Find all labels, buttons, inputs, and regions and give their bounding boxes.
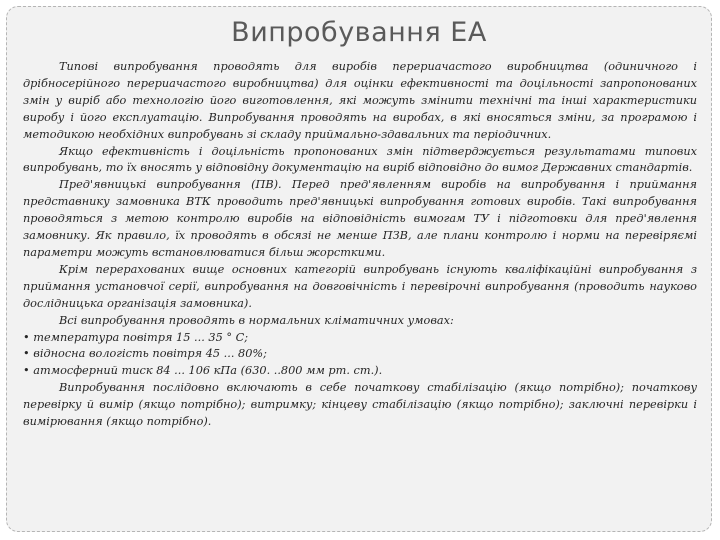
- slide-body: [23, 59, 697, 431]
- slide: [6, 6, 712, 532]
- bullet-pressure: • атмосферний тиск 84 ... 106 кПа (630. ..800 мм рт. ст.).: [23, 364, 383, 378]
- slide-title: Випробування ЕА: [231, 17, 487, 48]
- paragraph-typical-tests: Типові випробування проводять для виробів перериачастого виробництва (одиничного і дрібносерійного перериачастого виробництва) для оцінки ефективності та доцільності запропонованих змін у виріб або технологію його виготовлення, які можуть змінити технічні та інші характеристики виробу і його експлуатацію. Випробування проводять на виробах, в які вносяться зміни, за програмою і методикою необхідних випробувань зі складу приймально-здавальних та періодичних.: [23, 60, 697, 141]
- paragraph-other-categories: Крім перерахованих вище основних категорій випробувань існують кваліфікаційні випробування з приймання установчої серії, випробування на довговічність і перевірочні випробування (проводить науково дослідницька організація замовника).: [23, 262, 697, 310]
- bullet-temperature: • температура повітря 15 ... 35 ° C;: [23, 330, 249, 344]
- paragraph-test-sequence: Випробування послідовно включають в себе початкову стабілізацію (якщо потрібно); початкову перевірку й вимір (якщо потрібно); витримку; кінцеву стабілізацію (якщо потрібно); заключні перевірки і вимірювання (якщо потрібно).: [23, 381, 697, 429]
- bullet-humidity: • відносна вологість повітря 45 ... 80%;: [23, 347, 267, 361]
- paragraph-climatic-conditions: Всі випробування проводять в нормальних кліматичних умовах:: [59, 313, 454, 327]
- paragraph-effectiveness: Якщо ефективність і доцільність пропонованих змін підтверджується результатами типових випробувань, то їх вносять у відповідну документацію на виріб відповідно до вимог Державних стандартів.: [23, 144, 697, 175]
- paragraph-presentation-tests: Пред'явницькі випробування (ПВ). Перед пред'явленням виробів на випробування і приймання представнику замовника ВТК проводить пред'явницькі випробування готових виробів. Такі випробування проводяться з метою контролю виробів на відповідність вимогам ТУ і підготовки для пред'явлення замовнику. Як правило, їх проводять в обсязі не менше ПЗВ, але плани контролю і норми на перевіряємі параметри можуть встановлюватися більш жорсткими.: [23, 178, 697, 259]
